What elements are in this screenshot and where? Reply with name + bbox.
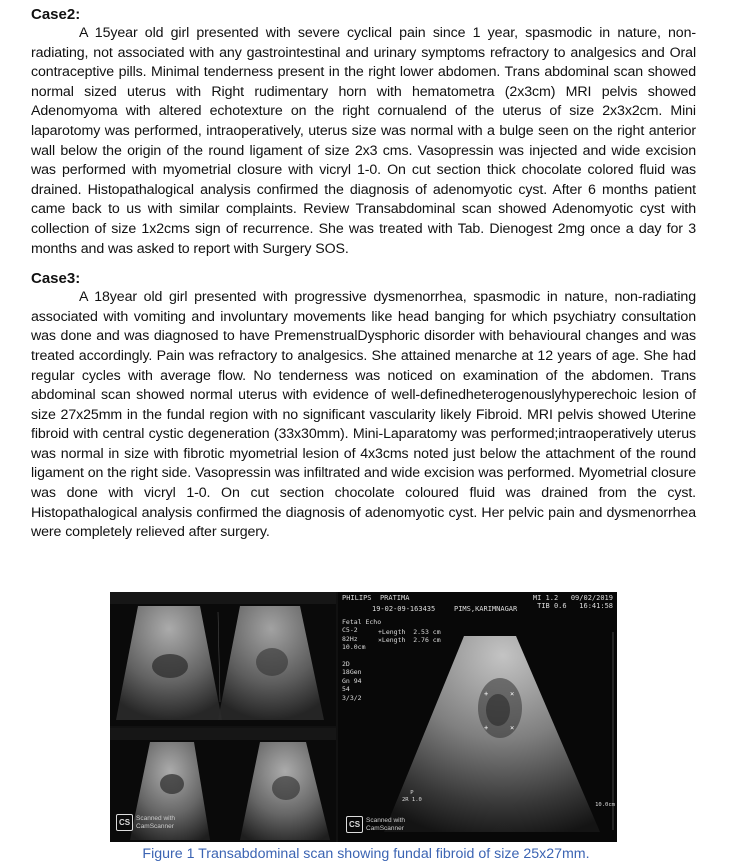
us-header-right: MI 1.2 09/02/2019 TIB 0.6 16:41:58	[532, 594, 613, 610]
us-patient-id: 19-02-09-163435	[372, 605, 436, 613]
svg-text:×: ×	[510, 690, 515, 698]
us-location: PIMS,KARIMNAGAR	[454, 605, 518, 613]
figure-caption: Figure 1 Transabdominal scan showing fundal fibroid of size 25x27mm.	[142, 846, 590, 862]
us-settings: Fetal Echo C5-2 82Hz 10.0cm 2D 18Gen Gn 94 54 3/3/2	[342, 618, 382, 702]
ultrasound-panel-bottom-left	[110, 728, 336, 842]
svg-text:×: ×	[510, 724, 515, 732]
svg-text:+: +	[484, 690, 489, 698]
ultrasound-figure	[110, 592, 617, 842]
camscanner-watermark-left: CS Scanned with CamScanner	[116, 814, 175, 831]
us-measurements: +Length 2.53 cm ×Length 2.76 cm	[378, 628, 441, 645]
case2-heading: Case2:	[31, 6, 81, 23]
ultrasound-panel-main	[338, 592, 617, 842]
camscanner-logo: CS	[116, 814, 133, 831]
us-depth-scale: 10.0cm	[595, 802, 615, 808]
svg-text:+: +	[484, 724, 489, 732]
us-p-marker: P 2R 1.0	[402, 790, 422, 803]
case2-body: A 15year old girl presented with severe cyclical pain since 1 year, spasmodic in nature, non-radiating, not associated with any gastrointestinal and urinary symptoms refractory to analgesics and Oral contraceptive pills. Minimal tenderness present in the right lower abdomen. Trans abdominal scan showed normal sized uterus with Right rudimentary horn with hematometra (2x3cm) MRI pelvis showed Adenomyoma with altered echotexture on the right cornualend of the uterus of size 2x3x2cm. Mini laparotomy was performed, intraoperatively, uterus size was normal with a bulge seen on the right anterior wall below the origin of the round ligament of size 2x3 cms. Vasopressin was injected and wide excision was performed with myometrial closure with vicryl 1-0. On cut section thick chocolate colored fluid was drained. Histopathalogical analysis confirmed the diagnosis of adenomyotic cyst. After 6 months patient came back to us with similar complaints. Review Transabdominal scan showed Adenomyotic cyst with collection of size 1x2cms sign of recurrence. She was treated with Tab. Dienogest 2mg once a day for 3 months and was asked to report with Surgery SOS.	[31, 25, 696, 257]
ultrasound-panel-top-left	[110, 592, 336, 726]
case3-heading: Case3:	[31, 270, 81, 288]
us-brand-patient: PHILIPS PRATIMA	[342, 594, 410, 602]
camscanner-watermark-right: CS Scanned with CamScanner	[346, 816, 405, 833]
case3-body: A 18year old girl presented with progressive dysmenorrhea, spasmodic in nature, non-radiating associated with vomiting and involuntary movements like head banging for which psychiatry consultation was done and was diagnosed to have PremenstrualDysphoric disorder with behavioural changes and was treated accordingly. Pain was refractory to analgesics. She attained menarche at 12 years of age. She had regular cycles with average flow. No tenderness was noticed on examination of the abdomen. Trans abdominal scan showed normal uterus with evidence of well-definedheterogenouslyhyperechoic lesion of size 27x25mm in the fundal region with no significant vascularity likely Fibroid. MRI pelvis showed Uterine fibroid with central cystic degeneration (33x30mm). Mini-Laparatomy was performed;intraoperatively uterus was normal in size with fibrotic myometrial lesion of 4x3cms noted just below the attachment of the round ligament on the right side. Vasopressin was infiltrated and wide excision was performed. Myometrial closure was done with vicryl 1-0. On cut section chocolate coloured fluid was drained from the cyst. Histopathalogical analysis confirmed the diagnosis of adenomyotic cyst. Her pelvic pain and dysmenorrhea were completely relieved after surgery.	[31, 289, 696, 541]
article-page	[31, 5, 696, 543]
